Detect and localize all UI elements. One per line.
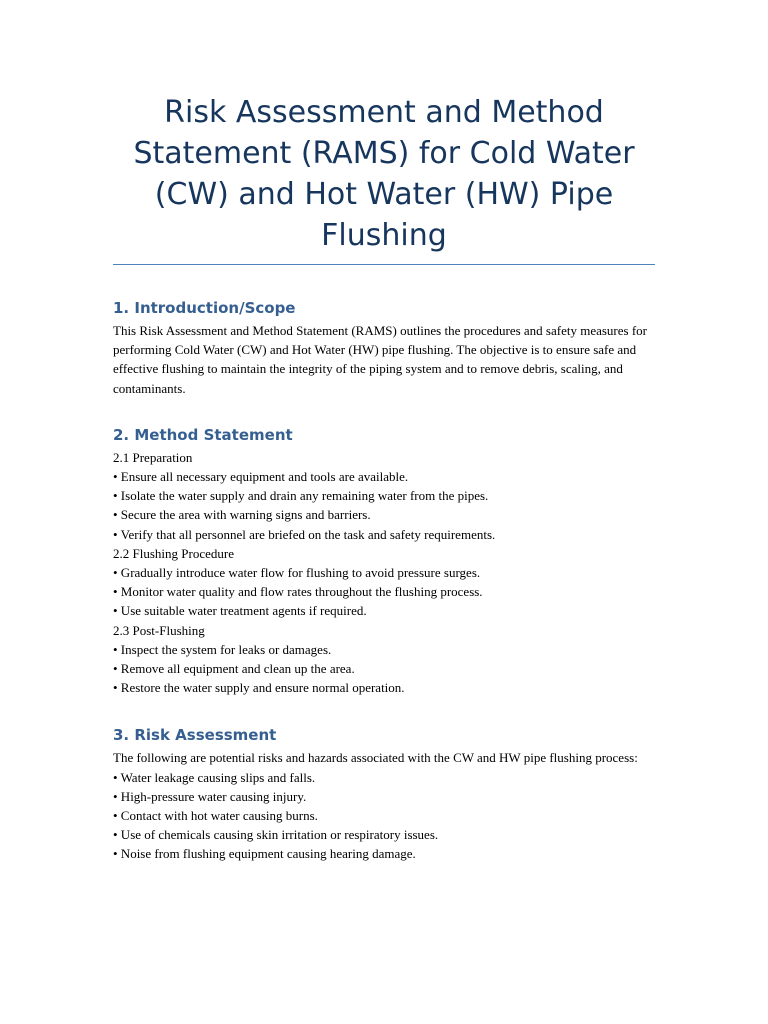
section-risk-assessment xyxy=(113,725,655,863)
list-item: • Inspect the system for leaks or damages. xyxy=(113,641,332,657)
list-item: • Secure the area with warning signs and barriers. xyxy=(113,507,371,523)
list-item: • Verify that all personnel are briefed on the task and safety requirements. xyxy=(113,526,496,542)
list-item: • Restore the water supply and ensure normal operation. xyxy=(113,680,405,696)
section-method-statement xyxy=(113,425,655,698)
subheading-post-flushing: 2.3 Post-Flushing xyxy=(113,622,205,638)
document-page xyxy=(113,0,655,864)
method-statement-list xyxy=(113,448,655,698)
document-title: Risk Assessment and Method Statement (RAMS) for Cold Water (CW) and Hot Water (HW) Pipe Flushing xyxy=(133,95,635,253)
list-item: • Remove all equipment and clean up the area. xyxy=(113,661,355,677)
risk-list xyxy=(113,768,655,864)
list-item: • Ensure all necessary equipment and tools are available. xyxy=(113,469,409,485)
introduction-paragraph: This Risk Assessment and Method Statement (RAMS) outlines the procedures and safety measures for performing Cold Water (CW) and Hot Water (HW) pipe flushing. The objective is to ensure safe and effective flushing to maintain the integrity of the piping system and to remove debris, scaling, and contaminants. xyxy=(113,323,647,396)
title-divider xyxy=(113,264,655,265)
list-item: • Isolate the water supply and drain any remaining water from the pipes. xyxy=(113,488,489,504)
section-heading-introduction: 1. Introduction/Scope xyxy=(113,299,296,317)
section-introduction xyxy=(113,298,655,398)
list-item: • Use of chemicals causing skin irritation or respiratory issues. xyxy=(113,827,439,843)
list-item: • Monitor water quality and flow rates throughout the flushing process. xyxy=(113,584,483,600)
list-item: • Noise from flushing equipment causing hearing damage. xyxy=(113,846,416,862)
risk-assessment-intro: The following are potential risks and hazards associated with the CW and HW pipe flushing process: xyxy=(113,750,638,766)
list-item: • Gradually introduce water flow for flushing to avoid pressure surges. xyxy=(113,565,481,581)
section-heading-risk-assessment: 3. Risk Assessment xyxy=(113,726,277,745)
list-item: • Use suitable water treatment agents if required. xyxy=(113,603,367,619)
subheading-flushing-procedure: 2.2 Flushing Procedure xyxy=(113,545,234,561)
list-item: • High-pressure water causing injury. xyxy=(113,788,307,804)
subheading-preparation: 2.1 Preparation xyxy=(113,449,193,465)
list-item: • Water leakage causing slips and falls. xyxy=(113,769,316,785)
section-heading-method-statement: 2. Method Statement xyxy=(113,425,293,444)
list-item: • Contact with hot water causing burns. xyxy=(113,808,318,824)
